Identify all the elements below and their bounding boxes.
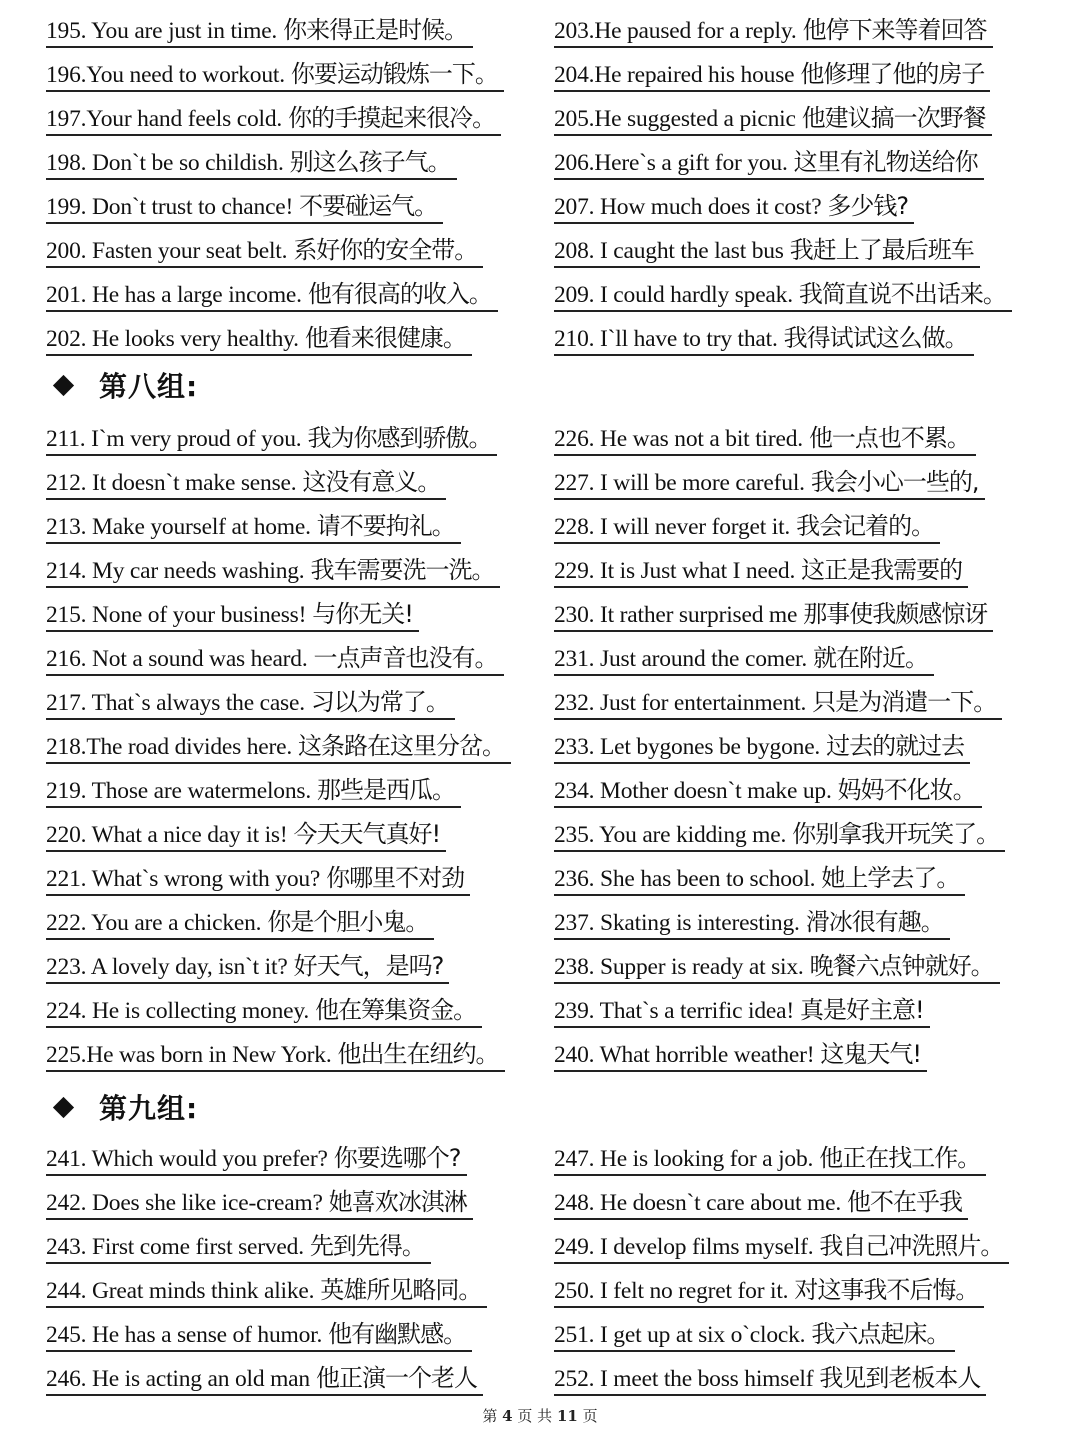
phrase-text	[554, 323, 974, 356]
phrase-entry	[554, 270, 1062, 314]
phrase-text	[46, 511, 461, 544]
phrase-entry	[46, 138, 554, 182]
phrase-entry	[46, 314, 554, 358]
phrase-entry	[46, 810, 554, 854]
chinese-translation: 那些是西瓜。	[317, 776, 455, 804]
phrase-text	[554, 15, 993, 48]
group9-section	[46, 1134, 1060, 1398]
english-phrase: 252. I meet the boss himself	[554, 1366, 814, 1392]
group9-heading-label: 第九组:	[99, 1092, 199, 1125]
english-phrase: 201. He has a large income.	[46, 282, 302, 308]
phrase-entry	[554, 590, 1062, 634]
phrase-entry	[46, 1178, 554, 1222]
phrase-text	[554, 59, 990, 92]
chinese-translation: 你来得正是时候。	[283, 16, 468, 44]
phrase-entry	[554, 6, 1062, 50]
chinese-translation: 滑冰很有趣。	[805, 908, 944, 936]
chinese-translation: 一点声音也没有。	[313, 644, 498, 672]
phrase-text	[46, 147, 457, 180]
phrase-entry	[554, 182, 1062, 226]
chinese-translation: 晚餐六点钟就好。	[809, 952, 994, 980]
group9-left-column	[46, 1134, 554, 1398]
english-phrase: 234. Mother doesn`t make up.	[554, 778, 832, 804]
phrase-entry	[554, 1222, 1062, 1266]
phrase-entry	[554, 1266, 1062, 1310]
chinese-translation: 你是个胆小鬼。	[267, 908, 429, 936]
phrase-entry	[554, 94, 1062, 138]
phrase-entry	[46, 458, 554, 502]
phrase-text	[554, 1143, 986, 1176]
english-phrase: 196.You need to workout.	[46, 62, 285, 88]
chinese-translation: 他正在找工作。	[819, 1144, 981, 1172]
group7-right-column	[554, 6, 1062, 358]
phrase-entry	[46, 678, 554, 722]
footer-page-number: 4	[502, 1407, 513, 1425]
phrase-entry	[46, 986, 554, 1030]
english-phrase: 213. Make yourself at home.	[46, 514, 311, 540]
chinese-translation: 我六点起床。	[811, 1320, 950, 1348]
phrase-entry	[554, 942, 1062, 986]
phrase-text	[554, 147, 984, 180]
phrase-text	[46, 191, 443, 224]
chinese-translation: 这没有意义。	[302, 468, 441, 496]
phrase-entry	[554, 1178, 1062, 1222]
phrase-entry	[46, 94, 554, 138]
chinese-translation: 我见到老板本人	[819, 1364, 981, 1392]
group8-heading-label: 第八组:	[99, 370, 199, 403]
chinese-translation: 那事使我颇感惊讶	[803, 600, 988, 628]
english-phrase: 195. You are just in time.	[46, 18, 278, 44]
page-footer	[0, 1405, 1080, 1426]
footer-total-pages: 11	[556, 1407, 578, 1425]
english-phrase: 197.Your hand feels cold.	[46, 106, 283, 132]
phrase-entry	[554, 1134, 1062, 1178]
chinese-translation: 好天气，是吗?	[293, 952, 444, 980]
phrase-entry	[554, 854, 1062, 898]
phrase-text	[554, 1275, 984, 1308]
english-phrase: 244. Great minds think alike.	[46, 1278, 315, 1304]
chinese-translation: 真是好主意!	[799, 996, 924, 1024]
phrase-entry	[46, 1354, 554, 1398]
phrase-text	[554, 951, 1000, 984]
english-phrase: 228. I will never forget it.	[554, 514, 791, 540]
chinese-translation: 这鬼天气!	[820, 1040, 922, 1068]
english-phrase: 238. Supper is ready at six.	[554, 954, 804, 980]
phrase-text	[554, 279, 1012, 312]
group7-section	[46, 6, 1060, 358]
phrase-text	[46, 995, 482, 1028]
phrase-entry	[554, 1354, 1062, 1398]
chinese-translation: 这正是我需要的	[801, 556, 963, 584]
phrase-text	[554, 1319, 955, 1352]
chinese-translation: 她上学去了。	[821, 864, 960, 892]
phrase-text	[46, 643, 504, 676]
chinese-translation: 她喜欢冰淇淋	[328, 1188, 467, 1216]
english-phrase: 242. Does she like ice-cream?	[46, 1190, 323, 1216]
english-phrase: 215. None of your business!	[46, 602, 307, 628]
phrase-text	[46, 279, 498, 312]
english-phrase: 216. Not a sound was heard.	[46, 646, 308, 672]
chinese-translation: 我会记着的。	[796, 512, 935, 540]
english-phrase: 235. You are kidding me.	[554, 822, 787, 848]
chinese-translation: 他建议搞一次野餐	[801, 104, 986, 132]
phrase-entry	[554, 898, 1062, 942]
phrase-text	[46, 775, 461, 808]
english-phrase: 199. Don`t trust to chance!	[46, 194, 294, 220]
english-phrase: 204.He repaired his house	[554, 62, 795, 88]
english-phrase: 224. He is collecting money.	[46, 998, 310, 1024]
chinese-translation: 别这么孩子气。	[289, 148, 451, 176]
english-phrase: 230. It rather surprised me	[554, 602, 798, 628]
english-phrase: 246. He is acting an old man	[46, 1366, 310, 1392]
phrase-text	[46, 951, 449, 984]
chinese-translation: 他修理了他的房子	[800, 60, 985, 88]
english-phrase: 206.Here`s a gift for you.	[554, 150, 788, 176]
chinese-translation: 妈妈不化妆。	[837, 776, 976, 804]
english-phrase: 218.The road divides here.	[46, 734, 293, 760]
group9-heading	[50, 1082, 198, 1132]
phrase-entry	[46, 502, 554, 546]
footer-middle: 页 共	[517, 1407, 553, 1425]
chinese-translation: 我得试试这么做。	[783, 324, 968, 352]
phrase-entry	[46, 1134, 554, 1178]
phrase-entry	[554, 1030, 1062, 1074]
english-phrase: 250. I felt no regret for it.	[554, 1278, 789, 1304]
english-phrase: 243. First come first served.	[46, 1234, 304, 1260]
phrase-entry	[554, 722, 1062, 766]
phrase-entry	[46, 50, 554, 94]
group9-right-column	[554, 1134, 1062, 1398]
phrase-text	[554, 687, 1002, 720]
phrase-entry	[46, 1222, 554, 1266]
phrase-text	[46, 863, 470, 896]
phrase-text	[46, 59, 504, 92]
english-phrase: 237. Skating is interesting.	[554, 910, 800, 936]
english-phrase: 236. She has been to school.	[554, 866, 816, 892]
phrase-text	[554, 775, 982, 808]
phrase-text	[554, 1363, 986, 1396]
group8-right-column	[554, 414, 1062, 1074]
english-phrase: 226. He was not a bit tired.	[554, 426, 803, 452]
chinese-translation: 他在筹集资金。	[315, 996, 477, 1024]
english-phrase: 208. I caught the last bus	[554, 238, 784, 264]
phrase-text	[46, 555, 500, 588]
phrase-entry	[46, 270, 554, 314]
phrase-text	[46, 235, 483, 268]
phrase-text	[46, 819, 446, 852]
phrase-entry	[46, 414, 554, 458]
phrase-text	[554, 467, 985, 500]
phrase-entry	[46, 766, 554, 810]
phrase-text	[554, 1039, 927, 1072]
english-phrase: 205.He suggested a picnic	[554, 106, 796, 132]
phrase-entry	[46, 182, 554, 226]
group8-left-column	[46, 414, 554, 1074]
english-phrase: 249. I develop films myself.	[554, 1234, 814, 1260]
phrase-entry	[46, 226, 554, 270]
phrase-entry	[46, 854, 554, 898]
phrase-text	[46, 1363, 483, 1396]
chinese-translation: 不要碰运气。	[299, 192, 438, 220]
phrase-entry	[46, 942, 554, 986]
chinese-translation: 他不在乎我	[847, 1188, 962, 1216]
phrase-entry	[46, 722, 554, 766]
english-phrase: 211. I`m very proud of you.	[46, 426, 302, 452]
chinese-translation: 对这事我不后悔。	[794, 1276, 979, 1304]
phrase-text	[46, 423, 497, 456]
chinese-translation: 我简直说不出话来。	[798, 280, 1006, 308]
phrase-text	[554, 731, 970, 764]
chinese-translation: 这条路在这里分岔。	[298, 732, 506, 760]
chinese-translation: 请不要拘礼。	[316, 512, 455, 540]
chinese-translation: 你要选哪个?	[333, 1144, 461, 1172]
chinese-translation: 我车需要洗一洗。	[310, 556, 495, 584]
english-phrase: 212. It doesn`t make sense.	[46, 470, 297, 496]
chinese-translation: 你别拿我开玩笑了。	[792, 820, 1000, 848]
chinese-translation: 只是为消遣一下。	[812, 688, 997, 716]
english-phrase: 251. I get up at six o`clock.	[554, 1322, 806, 1348]
phrase-text	[554, 555, 968, 588]
chinese-translation: 今天天气真好!	[293, 820, 441, 848]
phrase-text	[46, 323, 472, 356]
group7-left-column	[46, 6, 554, 358]
phrase-entry	[554, 810, 1062, 854]
english-phrase: 225.He was born in New York.	[46, 1042, 332, 1068]
phrase-text	[554, 423, 976, 456]
phrase-text	[46, 15, 473, 48]
phrase-text	[554, 643, 934, 676]
phrase-text	[46, 1319, 472, 1352]
phrase-text	[46, 467, 446, 500]
english-phrase: 200. Fasten your seat belt.	[46, 238, 288, 264]
phrase-entry	[554, 766, 1062, 810]
chinese-translation: 这里有礼物送给你	[793, 148, 978, 176]
english-phrase: 209. I could hardly speak.	[554, 282, 793, 308]
phrase-entry	[554, 458, 1062, 502]
chinese-translation: 过去的就过去	[826, 732, 965, 760]
english-phrase: 214. My car needs washing.	[46, 558, 305, 584]
english-phrase: 217. That`s always the case.	[46, 690, 305, 716]
phrase-text	[554, 511, 940, 544]
chinese-translation: 英雄所见略同。	[320, 1276, 482, 1304]
chinese-translation: 我自己冲洗照片。	[819, 1232, 1004, 1260]
english-phrase: 241. Which would you prefer?	[46, 1146, 328, 1172]
phrase-entry	[46, 1266, 554, 1310]
phrase-entry	[554, 1310, 1062, 1354]
chinese-translation: 习以为常了。	[310, 688, 449, 716]
english-phrase: 240. What horrible weather!	[554, 1042, 815, 1068]
chinese-translation: 先到先得。	[309, 1232, 425, 1260]
phrase-entry	[46, 1030, 554, 1074]
english-phrase: 210. I`ll have to try that.	[554, 326, 778, 352]
chinese-translation: 我赶上了最后班车	[789, 236, 974, 264]
english-phrase: 220. What a nice day it is!	[46, 822, 288, 848]
chinese-translation: 他出生在纽约。	[337, 1040, 499, 1068]
phrase-text	[554, 995, 930, 1028]
phrase-entry	[554, 546, 1062, 590]
phrase-entry	[46, 546, 554, 590]
phrase-text	[554, 599, 993, 632]
diamond-bullet-icon	[53, 374, 74, 395]
english-phrase: 248. He doesn`t care about me.	[554, 1190, 841, 1216]
diamond-bullet-icon	[53, 1096, 74, 1117]
phrase-text	[554, 1187, 968, 1220]
english-phrase: 221. What`s wrong with you?	[46, 866, 321, 892]
phrase-text	[554, 191, 914, 224]
phrase-text	[554, 1231, 1009, 1264]
phrase-entry	[46, 6, 554, 50]
phrase-entry	[46, 634, 554, 678]
chinese-translation: 你哪里不对劲	[326, 864, 465, 892]
phrase-text	[554, 907, 950, 940]
phrase-entry	[46, 898, 554, 942]
english-phrase: 233. Let bygones be bygone.	[554, 734, 821, 760]
english-phrase: 222. You are a chicken.	[46, 910, 262, 936]
chinese-translation: 他停下来等着回答	[802, 16, 987, 44]
phrase-text	[46, 1143, 467, 1176]
phrase-entry	[554, 502, 1062, 546]
english-phrase: 227. I will be more careful.	[554, 470, 805, 496]
phrase-entry	[46, 1310, 554, 1354]
phrase-text	[554, 235, 980, 268]
footer-suffix: 页	[582, 1407, 598, 1425]
english-phrase: 202. He looks very healthy.	[46, 326, 299, 352]
phrase-text	[46, 1187, 473, 1220]
phrase-text	[46, 1275, 487, 1308]
phrase-entry	[554, 314, 1062, 358]
english-phrase: 247. He is looking for a job.	[554, 1146, 814, 1172]
english-phrase: 203.He paused for a reply.	[554, 18, 797, 44]
chinese-translation: 你要运动锻炼一下。	[290, 60, 498, 88]
chinese-translation: 我为你感到骄傲。	[307, 424, 492, 452]
phrase-entry	[554, 986, 1062, 1030]
english-phrase: 223. A lovely day, isn`t it?	[46, 954, 288, 980]
english-phrase: 239. That`s a terrific idea!	[554, 998, 794, 1024]
phrase-entry	[46, 590, 554, 634]
chinese-translation: 我会小心一些的,	[810, 468, 979, 496]
phrase-text	[46, 1039, 505, 1072]
footer-prefix: 第	[482, 1407, 498, 1425]
chinese-translation: 他有幽默感。	[328, 1320, 467, 1348]
phrase-text	[46, 731, 511, 764]
group8-heading	[50, 360, 198, 410]
chinese-translation: 他一点也不累。	[808, 424, 970, 452]
chinese-translation: 系好你的安全带。	[293, 236, 478, 264]
english-phrase: 229. It is Just what I need.	[554, 558, 796, 584]
phrase-text	[46, 1231, 431, 1264]
chinese-translation: 多少钱?	[827, 192, 909, 220]
phrase-entry	[554, 634, 1062, 678]
group8-section	[46, 414, 1060, 1074]
chinese-translation: 他看来很健康。	[304, 324, 466, 352]
english-phrase: 231. Just around the comer.	[554, 646, 808, 672]
chinese-translation: 就在附近。	[813, 644, 929, 672]
phrase-text	[46, 599, 419, 632]
phrase-text	[554, 103, 992, 136]
english-phrase: 198. Don`t be so childish.	[46, 150, 284, 176]
english-phrase: 245. He has a sense of humor.	[46, 1322, 323, 1348]
english-phrase: 232. Just for entertainment.	[554, 690, 807, 716]
phrase-text	[554, 863, 965, 896]
chinese-translation: 你的手摸起来很冷。	[288, 104, 496, 132]
english-phrase: 219. Those are watermelons.	[46, 778, 311, 804]
english-phrase: 207. How much does it cost?	[554, 194, 822, 220]
phrase-text	[554, 819, 1005, 852]
phrase-entry	[554, 678, 1062, 722]
chinese-translation: 与你无关!	[312, 600, 413, 628]
phrase-entry	[554, 50, 1062, 94]
phrase-text	[46, 687, 455, 720]
phrase-text	[46, 907, 434, 940]
phrase-entry	[554, 138, 1062, 182]
chinese-translation: 他正演一个老人	[315, 1364, 477, 1392]
phrase-entry	[554, 414, 1062, 458]
phrase-entry	[554, 226, 1062, 270]
phrase-text	[46, 103, 501, 136]
chinese-translation: 他有很高的收入。	[307, 280, 492, 308]
